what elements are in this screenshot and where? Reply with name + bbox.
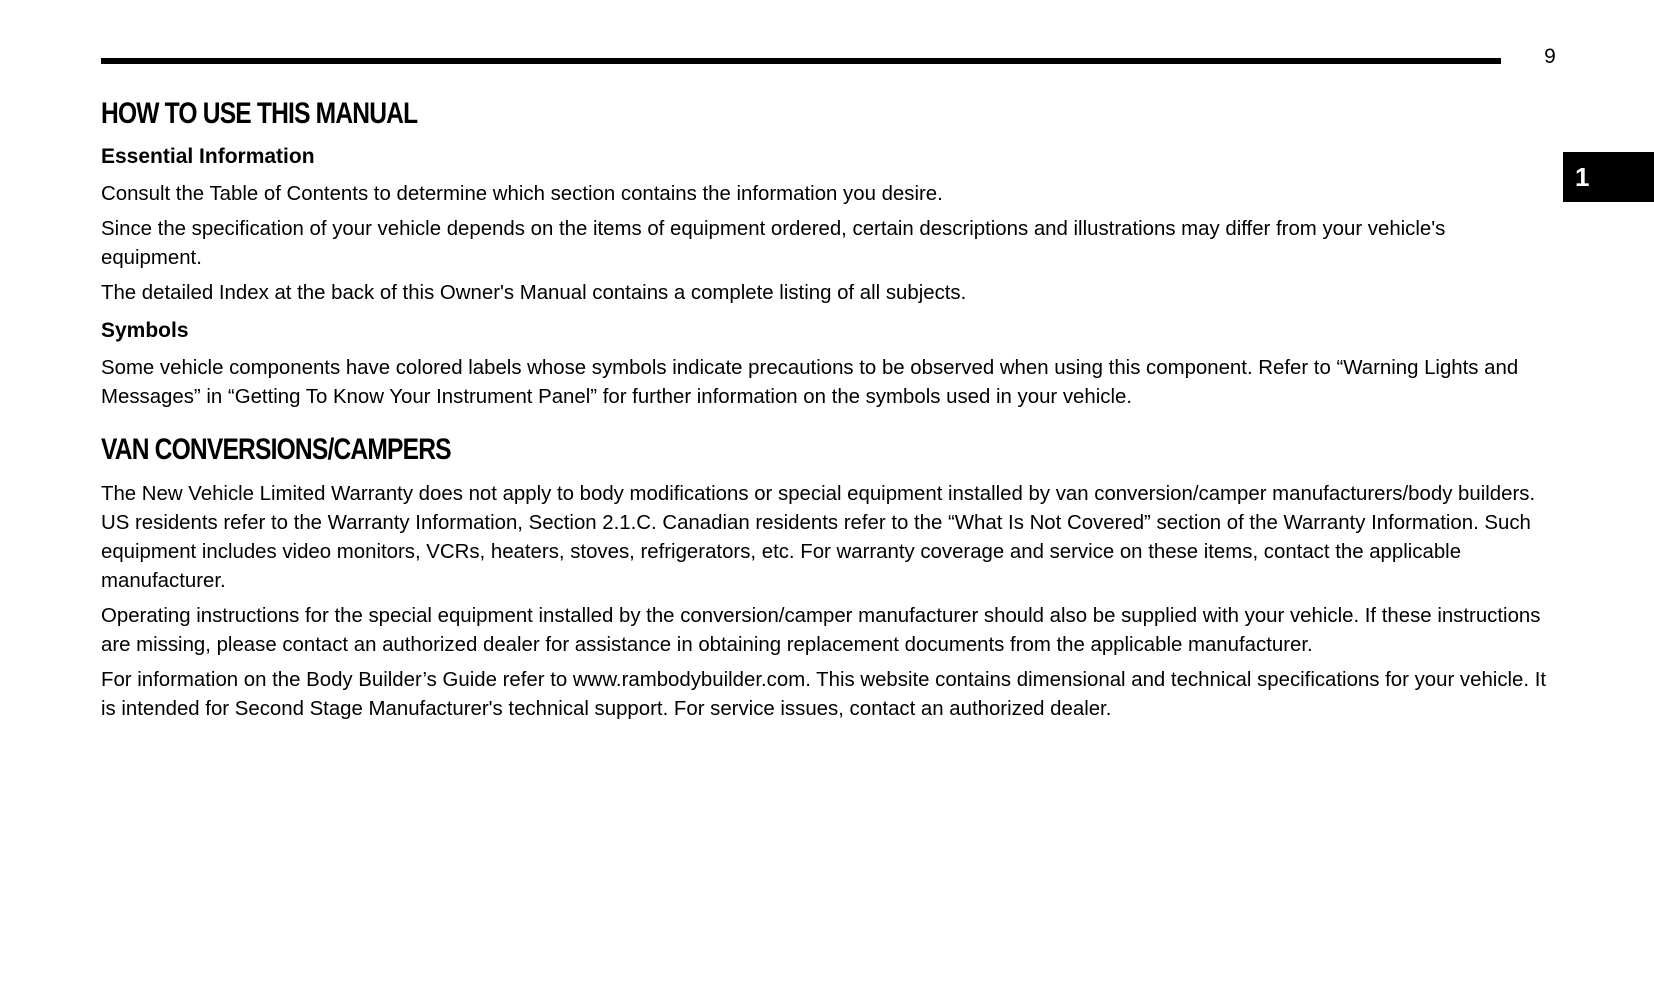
chapter-tab-label: 1: [1575, 162, 1590, 192]
page-content: [101, 90, 1551, 724]
paragraph-table-of-contents: Consult the Table of Contents to determine which section contains the information you desire.: [101, 183, 943, 205]
section-title-how-to-use: HOW TO USE THIS MANUAL: [101, 97, 418, 130]
subheading-essential-information: Essential Information: [101, 145, 315, 168]
chapter-tab: [1563, 152, 1654, 202]
paragraph-operating-instructions: Operating instructions for the special equipment installed by the conversion/camper manufacturer should also be supplied with your vehicle. If these instructions are missing, please contact an authorized dealer for assistance in obtaining replacement documents from the applicable manufacturer.: [101, 605, 1541, 656]
paragraph-specification: Since the specification of your vehicle depends on the items of equipment ordered, certain descriptions and illustrations may differ from your vehicle's equipment.: [101, 218, 1446, 269]
paragraph-body-builder-guide: For information on the Body Builder’s Guide refer to www.rambodybuilder.com. This website contains dimensional and technical specifications for your vehicle. It is intended for Second Stage Manufacturer's technical support. For service issues, contact an authorized dealer.: [101, 669, 1547, 720]
page-number: 9: [1544, 45, 1556, 68]
subheading-symbols: Symbols: [101, 319, 189, 342]
paragraph-index: The detailed Index at the back of this Owner's Manual contains a complete listing of all subjects.: [101, 282, 967, 304]
paragraph-warranty: The New Vehicle Limited Warranty does not apply to body modifications or special equipment installed by van conversion/camper manufacturers/body builders. US residents refer to the Warranty Information, Section 2.1.C. Canadian residents refer to the “What Is Not Covered” section of the Warranty Information. Such equipment includes video monitors, VCRs, heaters, stoves, refrigerators, etc. For warranty coverage and service on these items, contact the applicable manufacturer.: [101, 483, 1536, 592]
section-title-van-conversions: VAN CONVERSIONS/CAMPERS: [101, 433, 451, 466]
header-rule: [101, 58, 1501, 64]
paragraph-symbols: Some vehicle components have colored labels whose symbols indicate precautions to be observed when using this component. Refer to “Warning Lights and Messages” in “Getting To Know Your Instrument Panel” for further information on the symbols used in your vehicle.: [101, 357, 1519, 408]
